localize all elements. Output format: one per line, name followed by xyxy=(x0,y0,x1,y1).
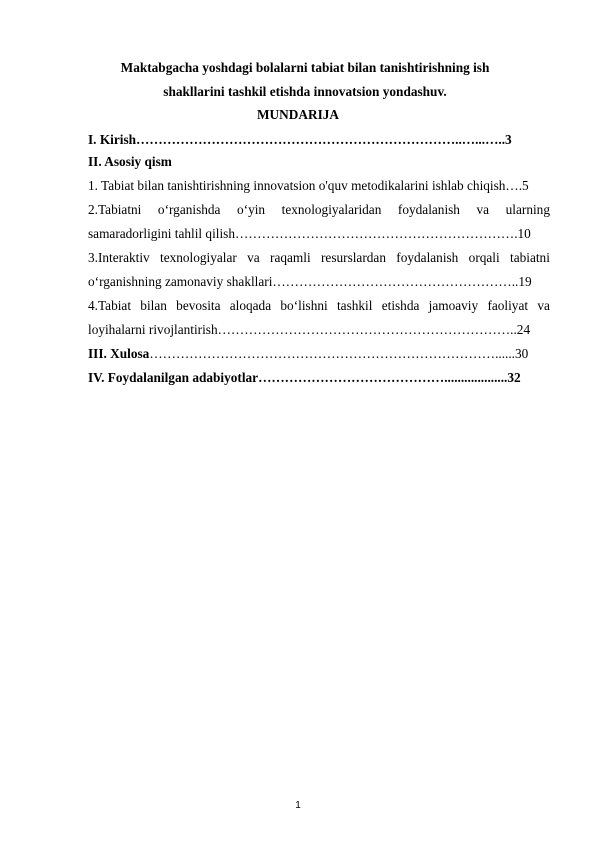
toc-word: foydalanish xyxy=(396,250,459,265)
toc-word: etishda xyxy=(381,298,420,313)
toc-xulosa-leader: ……………………………………………………………………......30 xyxy=(149,346,529,361)
toc-word: bo‘lishni xyxy=(280,298,328,313)
toc-word: o‘rganishda xyxy=(157,202,221,217)
toc-entry-xulosa xyxy=(88,346,550,362)
page-number: 1 xyxy=(295,800,301,811)
toc-word: tashkil xyxy=(336,298,373,313)
toc-word: foydalanish xyxy=(397,202,460,217)
document-title-line-1: Maktabgacha yoshdagi bolalarni tabiat bilan tanishtirishning ish xyxy=(120,60,490,75)
toc-word: bilan xyxy=(140,298,167,313)
toc-entry-item-2-line-2: samaradorligini tahlil qilish……………………………………………………….10 xyxy=(88,226,531,241)
toc-word: texnologiyalaridan xyxy=(281,202,382,217)
toc-word: jamoaviy xyxy=(428,298,479,313)
toc-xulosa-label: III. Xulosa xyxy=(88,346,150,361)
document-title-line-2: shakllarini tashkil etishda innovatsion yondashuv. xyxy=(163,84,447,99)
toc-word: orqali xyxy=(468,250,500,265)
toc-entry-item-4-line-1 xyxy=(88,298,550,314)
toc-entry-adabiyotlar: IV. Foydalanilgan adabiyotlar……………………………………...................32 xyxy=(88,370,521,385)
toc-word: 4.Tabiat xyxy=(88,298,132,313)
toc-word: tabiatni xyxy=(510,250,550,265)
toc-word: resurslardan xyxy=(320,250,386,265)
toc-word: ularning xyxy=(505,202,550,217)
toc-word: va xyxy=(537,298,550,313)
toc-entry-item-4-line-2: loyihalarni rivojlantirish…………………………………………………………..24 xyxy=(88,322,531,337)
toc-word: 2.Tabiatni xyxy=(88,202,142,217)
toc-entry-item-3-line-1 xyxy=(88,250,550,266)
toc-entry-asosiy-qism: II. Asosiy qism xyxy=(88,154,172,169)
toc-word: texnologiyalar xyxy=(160,250,237,265)
toc-word: bevosita xyxy=(176,298,221,313)
toc-word: va xyxy=(476,202,490,217)
toc-word: va xyxy=(247,250,260,265)
toc-word: o‘yin xyxy=(237,202,266,217)
toc-word: aloqada xyxy=(229,298,272,313)
toc-heading: MUNDARIJA xyxy=(257,107,339,122)
toc-entry-item-3-line-2: o‘rganishning zamonaviy shakllari………………………………………………..19 xyxy=(88,274,532,289)
toc-word: raqamli xyxy=(270,250,311,265)
toc-entry-item-1: 1. Tabiat bilan tanishtirishning innovatsion o'quv metodikalarini ishlab chiqish….5 xyxy=(88,178,529,193)
toc-word: faoliyat xyxy=(487,298,529,313)
toc-entry-kirish: I. Kirish………………………………………………………………..…...…..3 xyxy=(88,132,512,147)
toc-entry-item-2-line-1 xyxy=(88,202,550,218)
toc-word: 3.Interaktiv xyxy=(88,250,150,265)
